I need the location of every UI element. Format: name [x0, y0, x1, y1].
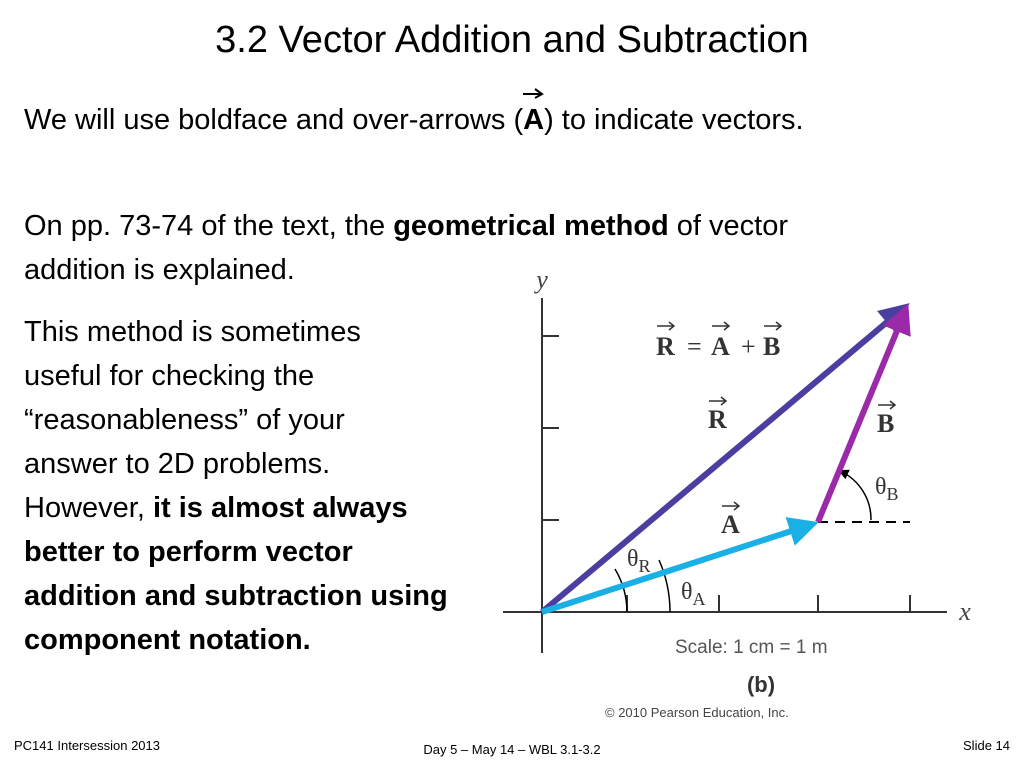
vector-a-arrow [542, 524, 813, 612]
vector-addition-figure [495, 258, 995, 728]
geometrical-method-term: geometrical method [393, 210, 669, 242]
label-r: R [708, 405, 727, 434]
footer-course: PC141 Intersession 2013 [14, 738, 160, 753]
svg-text:+: + [741, 332, 756, 361]
label-a: A [721, 510, 740, 539]
vector-symbol-a: A [523, 98, 544, 142]
svg-text:R: R [656, 332, 675, 361]
x-axis-label: x [959, 597, 971, 626]
theta-b-label: $\theta_B$ [875, 474, 899, 504]
slide-title: 3.2 Vector Addition and Subtraction [215, 19, 809, 61]
svg-text:A: A [711, 332, 730, 361]
copyright-caption: © 2010 Pearson Education, Inc. [605, 705, 789, 720]
svg-text:=: = [687, 332, 702, 361]
scale-caption: Scale: 1 cm = 1 m [675, 637, 828, 658]
intro-line [24, 98, 804, 142]
theta-b-arc [840, 471, 871, 520]
recommendation-bold: it is almost always [152, 492, 408, 524]
component-notation-paragraph: This method is sometimes useful for checking the “reasonableness” of your answer to 2D problems. However, it is almost always better to perform vector addition and subtraction using component notation. [24, 316, 448, 656]
y-axis-label: y [536, 265, 548, 294]
theta-a-arc [659, 560, 670, 612]
intro-text-after: ) to indicate vectors. [544, 104, 804, 136]
intro-text-before: We will use boldface and over-arrows ( [24, 104, 524, 136]
theta-a-label: $\theta_A$ [681, 579, 706, 609]
geometric-method-paragraph: On pp. 73-74 of the text, the geometrical method of vector addition is explained. [24, 210, 789, 286]
footer-date: Day 5 – May 14 – WBL 3.1-3.2 [423, 742, 601, 757]
theta-r-label: $\theta_R$ [627, 546, 651, 576]
label-b: B [877, 409, 895, 438]
vector-equation [656, 332, 780, 361]
svg-text:B: B [763, 332, 781, 361]
footer-slide-number: Slide 14 [963, 738, 1010, 753]
over-arrow-icon [522, 87, 544, 99]
panel-label: (b) [746, 672, 776, 697]
vector-diagram [495, 258, 995, 728]
